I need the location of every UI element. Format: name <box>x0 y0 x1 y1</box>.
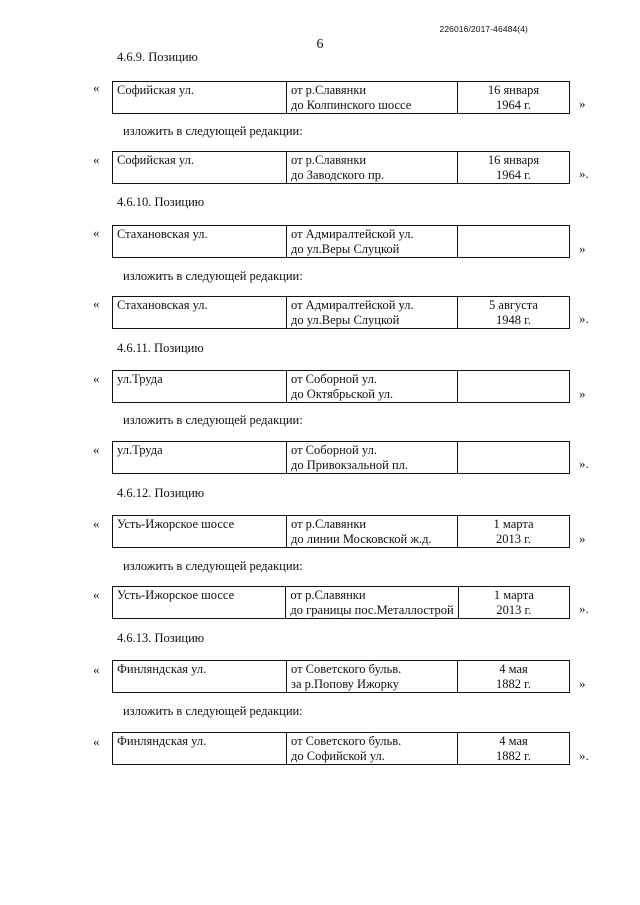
close-quote: ». <box>579 748 589 763</box>
segment-from: от Советского бульв. <box>291 734 402 748</box>
replace-instruction: изложить в следующей редакции: <box>123 413 303 427</box>
close-quote: ». <box>579 456 589 471</box>
segment-from: от Советского бульв. <box>291 662 402 676</box>
open-quote: « <box>93 516 100 531</box>
date-day: 16 января <box>487 83 540 97</box>
date-day: 1 марта <box>493 588 534 602</box>
section-heading: 4.6.9. Позицию <box>117 50 198 64</box>
date-year: 1882 г. <box>496 677 531 691</box>
section-heading: 4.6.10. Позицию <box>117 195 205 209</box>
replace-instruction: изложить в следующей редакции: <box>123 124 303 138</box>
replace-instruction: изложить в следующей редакции: <box>123 269 303 283</box>
new-position-row <box>112 441 570 474</box>
segment-to: до ул.Веры Слуцкой <box>291 313 400 327</box>
new-position-row <box>112 151 570 184</box>
date-day: 16 января <box>487 153 540 167</box>
date-day: 4 мая <box>499 662 528 676</box>
date-year: 2013 г. <box>496 603 532 617</box>
street-name: Софийская ул. <box>117 83 194 97</box>
old-position-row <box>112 370 570 403</box>
close-quote: » <box>579 241 586 256</box>
segment-to: до Софийской ул. <box>291 749 385 763</box>
street-name: Финляндская ул. <box>117 734 207 748</box>
date-year: 1882 г. <box>496 749 531 763</box>
old-position-row <box>112 225 570 258</box>
segment-to: до Привокзальной пл. <box>291 458 409 472</box>
street-name: Софийская ул. <box>117 153 194 167</box>
section-heading: 4.6.12. Позицию <box>117 486 205 500</box>
segment-from: от р.Славянки <box>291 153 367 167</box>
segment-from: от р.Славянки <box>291 83 367 97</box>
open-quote: « <box>93 296 100 311</box>
open-quote: « <box>93 80 100 95</box>
open-quote: « <box>93 225 100 240</box>
close-quote: ». <box>579 601 589 616</box>
date-day: 4 мая <box>499 734 528 748</box>
open-quote: « <box>93 662 100 677</box>
street-name: ул.Труда <box>117 372 163 386</box>
open-quote: « <box>93 734 100 749</box>
segment-to: до Колпинского шоссе <box>291 98 412 112</box>
segment-to: до линии Московской ж.д. <box>291 532 432 546</box>
section-heading: 4.6.11. Позицию <box>117 341 204 355</box>
street-name: Стахановская ул. <box>117 298 208 312</box>
replace-instruction: изложить в следующей редакции: <box>123 704 303 718</box>
date-day: 1 марта <box>493 517 534 531</box>
new-position-row <box>112 586 570 619</box>
segment-to: до Октябрьской ул. <box>291 387 394 401</box>
close-quote: » <box>579 676 586 691</box>
street-name: Финляндская ул. <box>117 662 207 676</box>
street-name: Усть-Ижорское шоссе <box>117 588 235 602</box>
section-heading: 4.6.13. Позицию <box>117 631 205 645</box>
open-quote: « <box>93 371 100 386</box>
date-year: 1948 г. <box>496 313 531 327</box>
segment-to: до границы пос.Металлострой <box>290 603 454 617</box>
old-position-row <box>112 660 570 693</box>
close-quote: » <box>579 531 586 546</box>
segment-from: от Соборной ул. <box>291 443 377 457</box>
open-quote: « <box>93 442 100 457</box>
date-year: 1964 г. <box>496 98 531 112</box>
segment-from: от Адмиралтейской ул. <box>291 227 414 241</box>
open-quote: « <box>93 587 100 602</box>
segment-to: до ул.Веры Слуцкой <box>291 242 400 256</box>
segment-from: от Адмиралтейской ул. <box>291 298 414 312</box>
new-position-row <box>112 296 570 329</box>
close-quote: ». <box>579 311 589 326</box>
street-name: Стахановская ул. <box>117 227 208 241</box>
new-position-row <box>112 732 570 765</box>
segment-to: за р.Попову Ижорку <box>291 677 400 691</box>
segment-from: от Соборной ул. <box>291 372 377 386</box>
street-name: Усть-Ижорское шоссе <box>117 517 235 531</box>
close-quote: » <box>579 96 586 111</box>
segment-from: от р.Славянки <box>291 517 367 531</box>
close-quote: ». <box>579 166 589 181</box>
street-name: ул.Труда <box>117 443 163 457</box>
date-day: 5 августа <box>489 298 538 312</box>
replace-instruction: изложить в следующей редакции: <box>123 559 303 573</box>
document-id: 226016/2017-46484(4) <box>439 24 528 34</box>
segment-to: до Заводского пр. <box>291 168 385 182</box>
page-number: 6 <box>316 37 324 52</box>
open-quote: « <box>93 152 100 167</box>
segment-from: от р.Славянки <box>290 588 366 602</box>
old-position-row <box>112 81 570 114</box>
old-position-row <box>112 515 570 548</box>
date-year: 2013 г. <box>496 532 531 546</box>
date-year: 1964 г. <box>496 168 531 182</box>
close-quote: » <box>579 386 586 401</box>
